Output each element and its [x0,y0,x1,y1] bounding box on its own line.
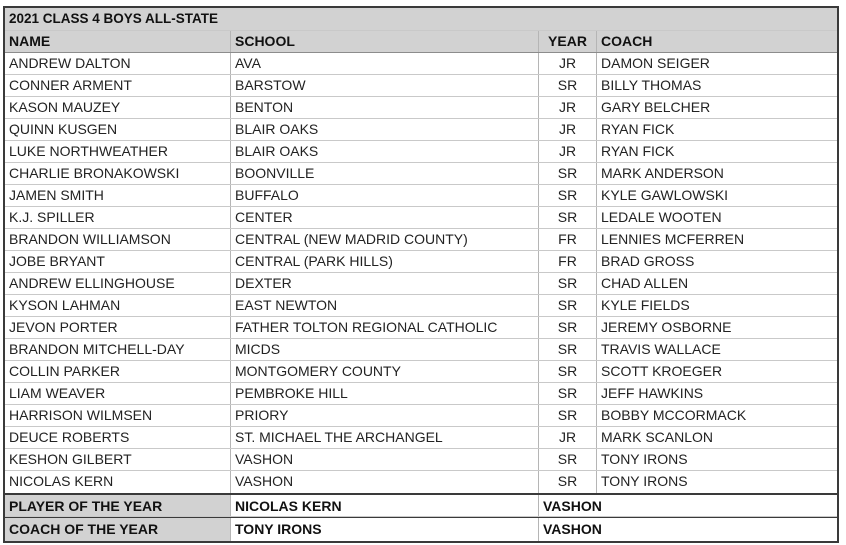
coach-name: TONY IRONS [601,451,688,467]
coach-name: JEREMY OSBORNE [601,319,732,335]
school-name: PEMBROKE HILL [231,383,539,404]
player-year: SR [539,207,597,228]
player-name: JOBE BRYANT [5,251,231,272]
coach-name: SCOTT KROEGER [601,363,723,379]
table-header-row [5,31,837,53]
coach-name: LENNIES MCFERREN [601,231,745,247]
school-name: DEXTER [231,273,539,294]
school-name: MICDS [231,339,539,360]
table-row [5,383,837,405]
coach-name: GARY BELCHER [601,99,711,115]
header-school: SCHOOL [231,31,539,52]
school-name: FATHER TOLTON REGIONAL CATHOLIC [231,317,539,338]
player-year: JR [539,427,597,448]
table-row [5,119,837,141]
school-name: VASHON [231,449,539,470]
player-name: ANDREW DALTON [5,53,231,74]
player-year: FR [539,229,597,250]
player-year: JR [539,53,597,74]
player-name: JEVON PORTER [5,317,231,338]
school-name: BLAIR OAKS [231,119,539,140]
header-year: YEAR [539,31,597,52]
coach-name: TONY IRONS [601,473,688,489]
school-name: BLAIR OAKS [231,141,539,162]
player-name: KYSON LAHMAN [5,295,231,316]
player-name: KESHON GILBERT [5,449,231,470]
coach-name: TRAVIS WALLACE [601,341,721,357]
table-row [5,339,837,361]
player-year: JR [539,141,597,162]
coach-name: KYLE FIELDS [601,297,690,313]
table-row [5,53,837,75]
coach-name: JEFF HAWKINS [601,385,704,401]
player-year: SR [539,317,597,338]
table-row [5,317,837,339]
award-school: VASHON [543,521,602,537]
all-state-table [3,6,839,543]
coach-name: BRAD GROSS [601,253,695,269]
table-row [5,427,837,449]
school-name: PRIORY [231,405,539,426]
table-row [5,449,837,471]
player-year: SR [539,163,597,184]
player-name: LIAM WEAVER [5,383,231,404]
table-row [5,185,837,207]
award-row [5,517,837,541]
table-row [5,361,837,383]
player-name: HARRISON WILMSEN [5,405,231,426]
player-year: SR [539,361,597,382]
school-name: CENTRAL (NEW MADRID COUNTY) [231,229,539,250]
school-name: MONTGOMERY COUNTY [231,361,539,382]
school-name: ST. MICHAEL THE ARCHANGEL [231,427,539,448]
table-row [5,207,837,229]
school-name: AVA [231,53,539,74]
table-row [5,251,837,273]
player-name: DEUCE ROBERTS [5,427,231,448]
player-name: COLLIN PARKER [5,361,231,382]
coach-name: DAMON SEIGER [601,55,710,71]
coach-name: MARK SCANLON [601,429,714,445]
school-name: EAST NEWTON [231,295,539,316]
award-winner: NICOLAS KERN [231,495,539,516]
award-school: VASHON [543,498,602,514]
player-name: LUKE NORTHWEATHER [5,141,231,162]
table-row [5,141,837,163]
header-name: NAME [5,31,231,52]
table-row [5,97,837,119]
award-label: COACH OF THE YEAR [5,518,231,541]
table-row [5,273,837,295]
player-year: SR [539,295,597,316]
player-year: SR [539,405,597,426]
coach-name: LEDALE WOOTEN [601,209,722,225]
player-year: SR [539,273,597,294]
player-year: SR [539,471,597,493]
table-row [5,295,837,317]
coach-name: BILLY THOMAS [601,77,702,93]
coach-name: RYAN FICK [601,121,675,137]
table-body [5,53,837,493]
awards-section [5,493,837,541]
coach-name: BOBBY MCCORMACK [601,407,747,423]
award-row [5,493,837,517]
school-name: VASHON [231,471,539,493]
award-winner: TONY IRONS [231,518,539,541]
player-name: JAMEN SMITH [5,185,231,206]
school-name: CENTRAL (PARK HILLS) [231,251,539,272]
player-year: SR [539,339,597,360]
player-name: CONNER ARMENT [5,75,231,96]
table-row [5,75,837,97]
school-name: BOONVILLE [231,163,539,184]
coach-name: MARK ANDERSON [601,165,724,181]
coach-name: KYLE GAWLOWSKI [601,187,729,203]
school-name: BUFFALO [231,185,539,206]
player-year: JR [539,119,597,140]
table-row [5,163,837,185]
school-name: CENTER [231,207,539,228]
player-name: BRANDON WILLIAMSON [5,229,231,250]
player-year: SR [539,75,597,96]
coach-name: RYAN FICK [601,143,675,159]
player-year: JR [539,97,597,118]
table-title-row [5,8,837,31]
player-name: NICOLAS KERN [5,471,231,493]
table-row [5,229,837,251]
player-year: FR [539,251,597,272]
award-label: PLAYER OF THE YEAR [5,495,231,516]
player-name: KASON MAUZEY [5,97,231,118]
table-row [5,471,837,493]
player-year: SR [539,185,597,206]
player-name: BRANDON MITCHELL-DAY [5,339,231,360]
player-year: SR [539,449,597,470]
table-row [5,405,837,427]
table-title: 2021 CLASS 4 BOYS ALL-STATE [9,11,219,26]
school-name: BENTON [231,97,539,118]
player-year: SR [539,383,597,404]
coach-name: CHAD ALLEN [601,275,689,291]
player-name: CHARLIE BRONAKOWSKI [5,163,231,184]
player-name: ANDREW ELLINGHOUSE [5,273,231,294]
player-name: K.J. SPILLER [5,207,231,228]
player-name: QUINN KUSGEN [5,119,231,140]
school-name: BARSTOW [231,75,539,96]
header-coach: COACH [601,33,653,49]
